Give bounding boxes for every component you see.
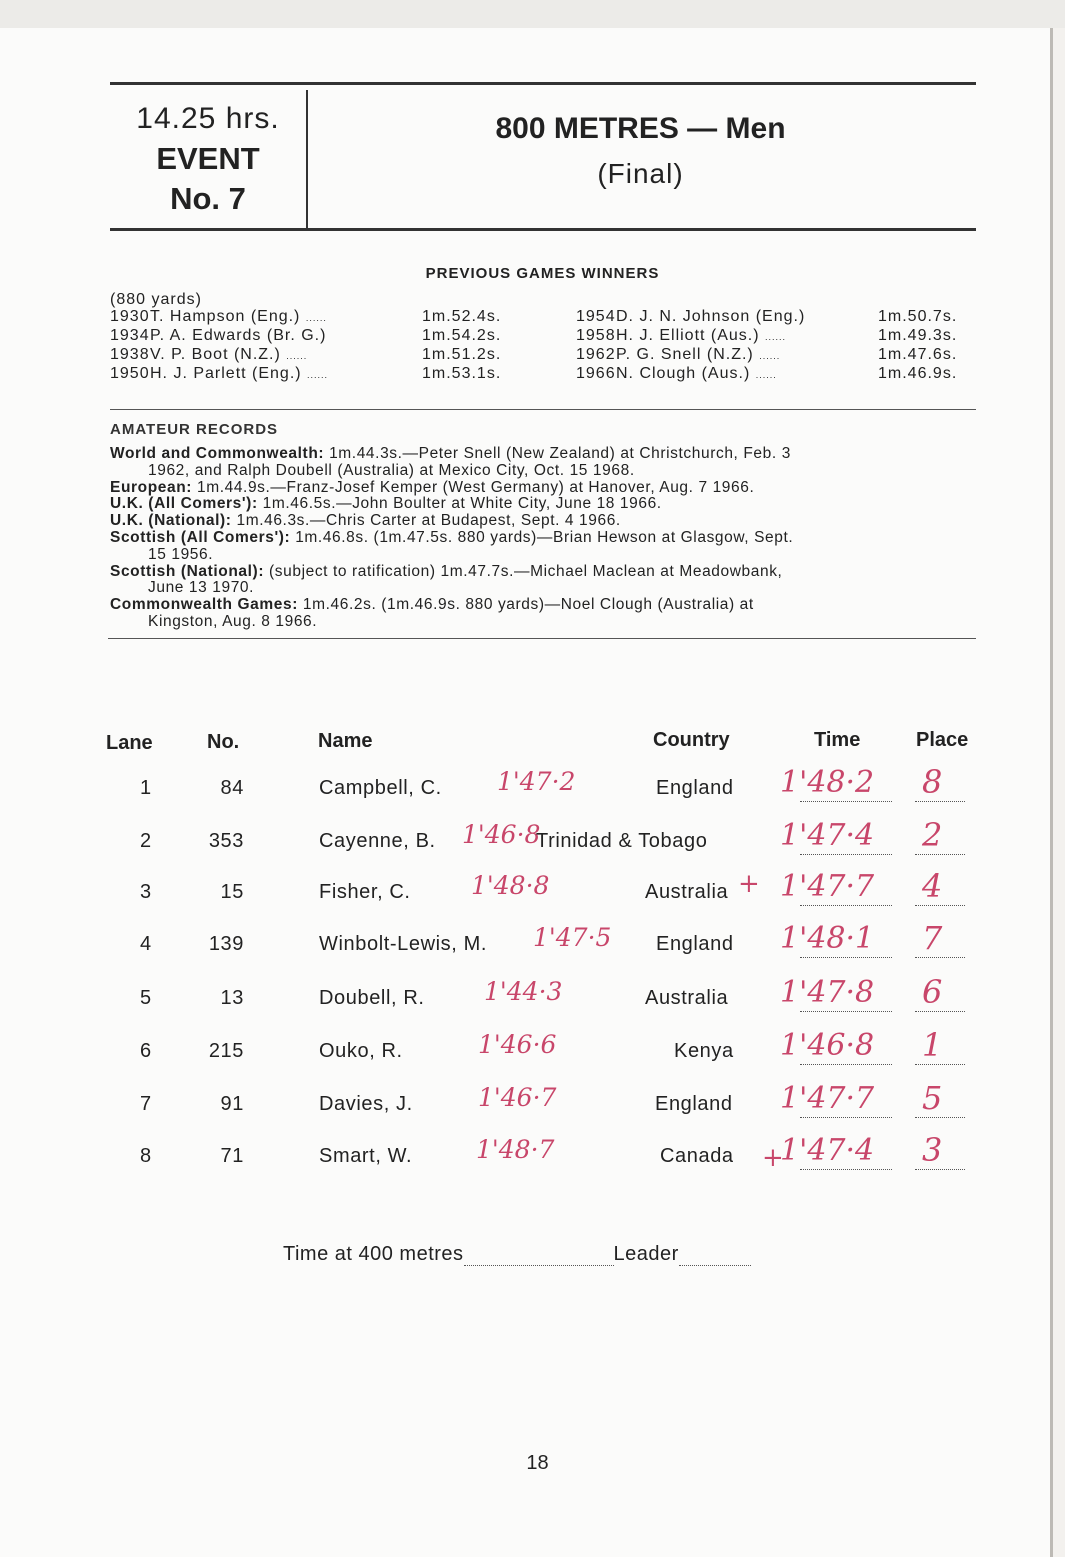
header-name: Name [318,730,373,752]
winner-row: 1954 D. J. N. Johnson (Eng.) 1m.50.7s. [576,308,958,325]
place-write-line [915,1064,965,1065]
cell-name: Campbell, C. [319,777,442,799]
cell-name: Davies, J. [319,1092,413,1115]
time-write-line [800,1169,892,1170]
handwritten-seed-time: 1'48·7 [476,1135,555,1165]
handwritten-time: 1'47·4 [780,1133,875,1169]
record-item: European: 1m.44.9s.—Franz-Josef Kemper (West Germany) at Hanover, Aug. 7 1966. [110,478,755,496]
handwritten-seed-time: 1'46·8 [462,819,541,849]
handwritten-place: 8 [922,763,943,801]
handwritten-seed-time: 1'46·7 [478,1082,557,1112]
cell-country: Australia [645,987,729,1010]
record-item: U.K. (National): 1m.46.3s.—Chris Carter at Budapest, Sept. 4 1966. [110,512,621,530]
previous-winners-title: PREVIOUS GAMES WINNERS [425,265,660,282]
cell-number: 15 [220,881,244,904]
records-bottom-rule [108,638,976,639]
handwritten-time: 1'47·4 [780,817,875,853]
event-time: 14.25 hrs. [136,102,280,135]
event-subtitle: (Final) [597,158,684,189]
page-number: 18 [526,1452,549,1474]
leader-label: Leader [613,1243,679,1265]
header-place: Place [916,729,969,751]
record-item: World and Commonwealth: 1m.44.3s.—Peter Snell (New Zealand) at Christchurch, Feb. 3 1962, and Ralph Doubell (Australia) at Mexico City, Oct. 15 1968. [110,445,791,479]
cell-number: 353 [208,829,244,852]
time-write-line [800,1117,892,1118]
top-margin-strip [0,0,1065,28]
header-no: No. [207,731,240,753]
footer-line [283,1243,751,1266]
handwritten-time: 1'47·7 [780,1080,875,1116]
cell-name: Fisher, C. [319,881,411,904]
cell-lane: 8 [140,1145,152,1168]
handwritten-place: 7 [922,918,943,957]
place-write-line [915,854,965,855]
time-at-400-blank [464,1247,614,1266]
cell-lane: 3 [140,881,152,904]
records-list [110,446,976,631]
cell-lane: 2 [140,829,152,852]
winner-row: 1950 H. J. Parlett (Eng.) ...... 1m.53.1s. [110,365,502,382]
cell-number: 84 [220,777,244,799]
handwritten-time: 1'47·8 [780,975,875,1011]
place-write-line [915,1011,965,1012]
record-item: Scottish (All Comers'): 1m.46.8s. (1m.47.5s. 880 yards)—Brian Hewson at Glasgow, Sept. 15 1956. [110,528,794,563]
place-write-line [915,905,965,906]
winner-row: 1934 P. A. Edwards (Br. G.) 1m.54.2s. [110,327,502,344]
cell-name: Cayenne, B. [319,829,436,852]
handwritten-seed-time: 1'48·8 [471,871,550,901]
event-number: No. 7 [170,181,246,216]
time-write-line [800,1011,892,1012]
handwritten-place: 3 [922,1131,943,1170]
records-top-rule [110,409,976,410]
handwritten-place: 6 [922,973,943,1012]
time-write-line [800,801,892,802]
handwritten-seed-time: 1'47·2 [497,767,576,796]
event-label: EVENT [156,141,260,176]
record-item: U.K. (All Comers'): 1m.46.5s.—John Boulter at White City, June 18 1966. [110,495,662,513]
handwritten-time: 1'48·1 [780,920,875,956]
winner-row: 1930 T. Hampson (Eng.) ...... 1m.52.4s. [110,308,502,325]
handwritten-place: 4 [922,867,943,906]
cell-country: Canada [660,1145,734,1168]
header-top-rule [110,82,976,85]
cell-lane: 4 [140,932,152,955]
handwritten-time: 1'48·2 [780,765,875,800]
handwritten-place: 1 [922,1026,943,1064]
time-write-line [800,1064,892,1065]
cell-number: 71 [220,1145,244,1168]
header-bottom-rule [110,228,976,231]
place-write-line [915,801,965,802]
leader-blank [679,1247,751,1266]
place-write-line [915,1117,965,1118]
handwritten-plus-mark: + [738,869,760,900]
time-write-line [800,854,892,855]
header-country: Country [653,729,730,751]
handwritten-seed-time: 1'44·3 [484,977,563,1007]
handwritten-time: 1'47·7 [780,869,875,905]
cell-number: 13 [220,987,244,1010]
record-item: Commonwealth Games: 1m.46.2s. (1m.46.9s. 880 yards)—Noel Clough (Australia) at Kingston, Aug. 8 1966. [110,596,754,630]
handwritten-place: 2 [922,815,943,854]
winner-row: 1966 N. Clough (Aus.) ...... 1m.46.9s. [576,365,958,382]
cell-country: England [655,1092,733,1115]
handwritten-seed-time: 1'47·5 [533,922,612,952]
cell-lane: 5 [140,987,152,1010]
event-info [110,92,306,228]
handwritten-seed-time: 1'46·6 [478,1030,557,1059]
place-write-line [915,957,965,958]
cell-lane: 1 [140,777,152,799]
cell-country: England [656,932,734,955]
time-write-line [800,905,892,906]
cell-lane: 6 [140,1040,152,1062]
cell-number: 91 [220,1092,244,1115]
time-write-line [800,957,892,958]
handwritten-time: 1'46·8 [780,1028,875,1063]
header-time: Time [814,729,861,751]
records-title: AMATEUR RECORDS [110,421,279,438]
cell-number: 139 [208,932,244,955]
winners-right-column [576,308,957,384]
handwritten-place: 5 [922,1078,943,1117]
cell-country: England [656,777,734,799]
cell-name: Ouko, R. [319,1040,403,1062]
header-lane: Lane [106,732,153,754]
event-title: 800 METRES — Men [495,112,786,145]
winners-left-column [110,291,512,384]
cell-name: Smart, W. [319,1145,413,1168]
cell-name: Doubell, R. [319,987,425,1010]
winner-row: 1938 V. P. Boot (N.Z.) ...... 1m.51.2s. [110,346,502,363]
cell-country: Australia [645,881,729,904]
cell-country: Trinidad & Tobago [536,829,708,852]
winner-row: 1958 H. J. Elliott (Aus.) ...... 1m.49.3s. [576,327,958,344]
time-at-400-label: Time at 400 metres [283,1243,464,1265]
winner-row: 1962 P. G. Snell (N.Z.) ...... 1m.47.6s. [576,346,958,363]
cell-lane: 7 [140,1092,152,1115]
cell-country: Kenya [674,1040,734,1062]
record-item: Scottish (National): (subject to ratification) 1m.47.7s.—Michael Maclean at Meadowbank, June 13 1970. [110,562,783,597]
cell-name: Winbolt-Lewis, M. [319,932,488,955]
winners-note: (880 yards) [110,291,202,308]
handwritten-plus-mark: + [762,1143,784,1174]
cell-number: 215 [208,1040,244,1062]
place-write-line [915,1169,965,1170]
